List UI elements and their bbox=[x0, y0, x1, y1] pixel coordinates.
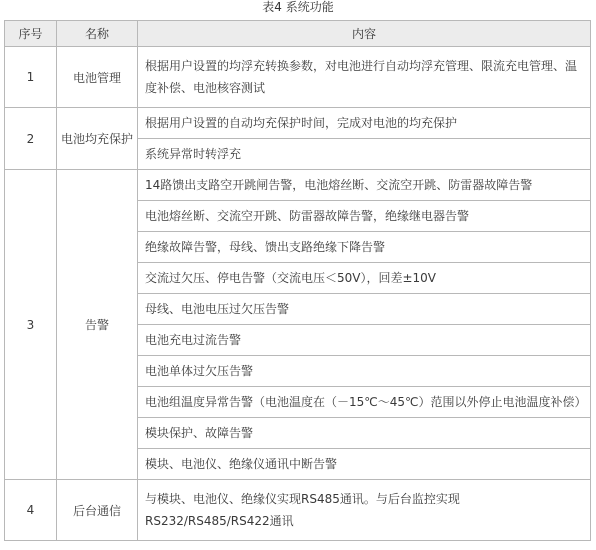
table-row bbox=[5, 108, 591, 139]
row-num: 2 bbox=[5, 108, 57, 170]
table-row bbox=[5, 170, 591, 201]
row-name: 电池均充保护 bbox=[57, 108, 138, 170]
row-content: 电池充电过流告警 bbox=[138, 325, 591, 356]
system-functions-table bbox=[4, 20, 591, 541]
row-num: 4 bbox=[5, 480, 57, 541]
row-name: 告警 bbox=[57, 170, 138, 480]
row-content: 模块、电池仪、绝缘仪通讯中断告警 bbox=[138, 449, 591, 480]
row-name: 电池管理 bbox=[57, 47, 138, 108]
row-num: 1 bbox=[5, 47, 57, 108]
row-content: 电池单体过欠压告警 bbox=[138, 356, 591, 387]
table-row bbox=[5, 47, 591, 108]
header-content: 内容 bbox=[138, 21, 591, 47]
row-content: 模块保护、故障告警 bbox=[138, 418, 591, 449]
row-content: 根据用户设置的均浮充转换参数，对电池进行自动均浮充管理、限流充电管理、温度补偿、电池核容测试 bbox=[138, 47, 591, 108]
row-content: 系统异常时转浮充 bbox=[138, 139, 591, 170]
row-content: 14路馈出支路空开跳闸告警，电池熔丝断、交流空开跳、防雷器故障告警 bbox=[138, 170, 591, 201]
header-num: 序号 bbox=[5, 21, 57, 47]
row-content: 绝缘故障告警，母线、馈出支路绝缘下降告警 bbox=[138, 232, 591, 263]
row-content: 根据用户设置的自动均充保护时间，完成对电池的均充保护 bbox=[138, 108, 591, 139]
table-row bbox=[5, 480, 591, 541]
row-content: 与模块、电池仪、绝缘仪实现RS485通讯。与后台监控实现RS232/RS485/RS422通讯 bbox=[138, 480, 591, 541]
table-caption: 表4 系统功能 bbox=[262, 0, 334, 14]
row-name: 后台通信 bbox=[57, 480, 138, 541]
row-content: 电池熔丝断、交流空开跳、防雷器故障告警，绝缘继电器告警 bbox=[138, 201, 591, 232]
row-num: 3 bbox=[5, 170, 57, 480]
row-content: 母线、电池电压过欠压告警 bbox=[138, 294, 591, 325]
row-content: 电池组温度异常告警（电池温度在（－15℃～45℃）范围以外停止电池温度补偿） bbox=[138, 387, 591, 418]
table-header-row bbox=[5, 21, 591, 47]
row-content: 交流过欠压、停电告警（交流电压＜50V），回差±10V bbox=[138, 263, 591, 294]
header-name: 名称 bbox=[57, 21, 138, 47]
